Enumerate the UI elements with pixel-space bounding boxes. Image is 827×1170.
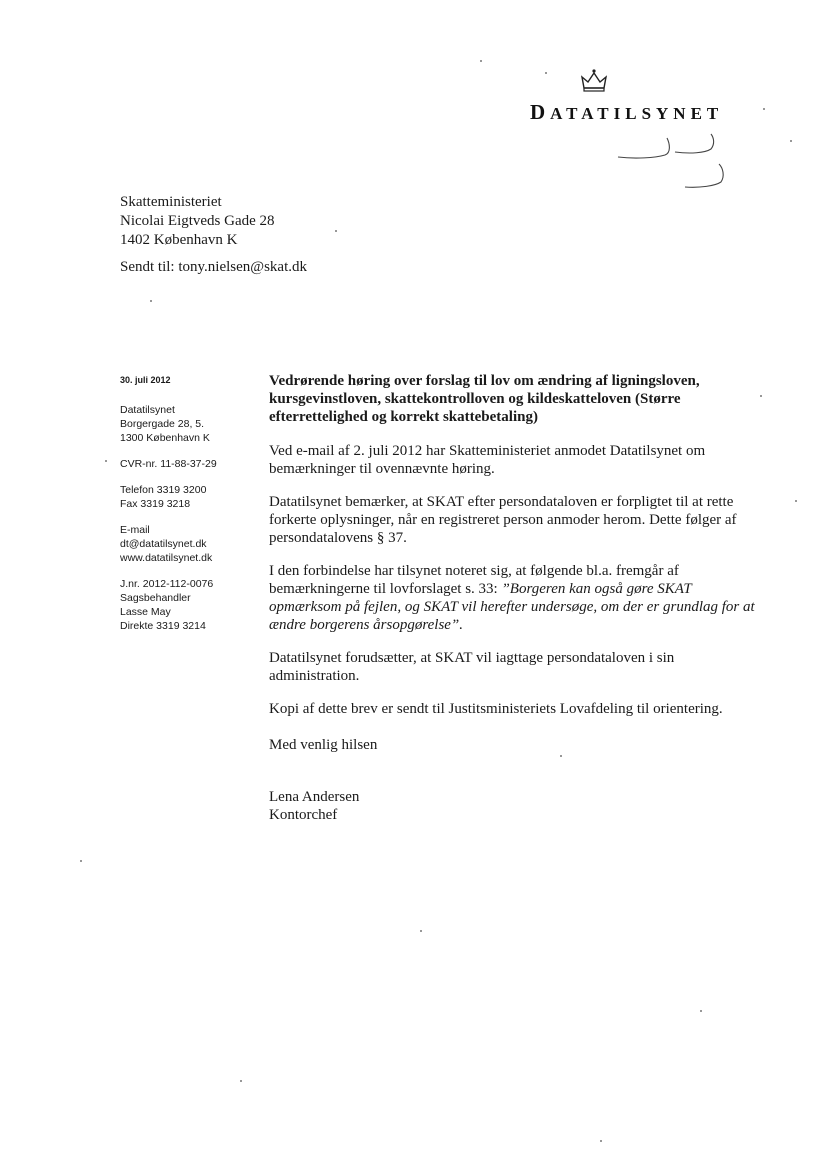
signer-title: Kontorchef	[269, 807, 338, 823]
paragraph-2: Datatilsynet bemærker, at SKAT efter persondataloven er forpligtet til at rette forkerte oplysninger, når en registreret person anmoder herom. Dette følger af persondatalovens § 37.	[269, 494, 737, 546]
paragraph-1: Ved e-mail af 2. juli 2012 har Skatteministeriet anmodet Datatilsynet om bemærkninger til ovennævnte høring.	[269, 443, 706, 477]
email-address: dt@datatilsynet.dk	[120, 538, 207, 550]
handwritten-marks	[615, 132, 735, 202]
journal-number: J.nr. 2012-112-0076	[120, 578, 214, 590]
signature-block	[269, 788, 759, 824]
website: www.datatilsynet.dk	[120, 552, 213, 564]
paragraph-3	[269, 562, 759, 634]
paragraph-3-quote: ”Borgeren kan også gøre SKAT opmærksom på fejlen, og SKAT vil herefter undersøge, om der er grundlag for at ændre borgerens årsopgørelse”.	[269, 581, 755, 633]
phone-number: Telefon 3319 3200	[120, 484, 207, 496]
logo-rest: ATATILSYNET	[550, 104, 724, 123]
case-info	[120, 577, 250, 633]
letter-body	[269, 372, 759, 824]
email-label: E-mail	[120, 524, 150, 536]
logo-initial: D	[530, 100, 551, 124]
recipient-city: 1402 København K	[120, 232, 238, 248]
paragraph-3-lead: I den forbindelse har tilsynet noteret sig, at følgende bl.a. fremgår af bemærkningerne til lovforslaget s. 33:	[269, 563, 679, 597]
signer-name: Lena Andersen	[269, 789, 360, 805]
cvr-number: CVR-nr. 11-88-37-29	[120, 458, 217, 470]
letter-date: 30. juli 2012	[120, 375, 171, 385]
sent-to-line: Sendt til: tony.nielsen@skat.dk	[120, 259, 307, 275]
sender-org: Datatilsynet	[120, 404, 175, 416]
sender-address	[120, 403, 250, 445]
recipient-address	[120, 193, 275, 250]
sender-street: Borgergade 28, 5.	[120, 418, 205, 430]
direct-phone: Direkte 3319 3214	[120, 620, 206, 632]
sender-sidebar	[120, 373, 250, 645]
sender-city: 1300 København K	[120, 432, 210, 444]
letter-subject: Vedrørende høring over forslag til lov om ændring af ligningsloven, kursgevinstloven, skattekontrolloven og kildeskatteloven (Større efterrettelighed og korrekt skattebetaling)	[269, 373, 700, 425]
contact-phone	[120, 483, 250, 511]
paragraph-5: Kopi af dette brev er sendt til Justitsministeriets Lovafdeling til orientering.	[269, 701, 723, 717]
handler-name: Lasse May	[120, 606, 171, 618]
closing-greeting: Med venlig hilsen	[269, 737, 378, 753]
logo-wordmark	[530, 100, 723, 125]
contact-online	[120, 523, 250, 565]
fax-number: Fax 3319 3218	[120, 498, 191, 510]
handler-label: Sagsbehandler	[120, 592, 191, 604]
paragraph-4: Datatilsynet forudsætter, at SKAT vil iagttage persondataloven i sin administration.	[269, 650, 675, 684]
recipient-street: Nicolai Eigtveds Gade 28	[120, 213, 275, 229]
crown-icon	[580, 68, 608, 94]
letterhead-logo	[530, 68, 750, 123]
recipient-name: Skatteministeriet	[120, 194, 222, 210]
